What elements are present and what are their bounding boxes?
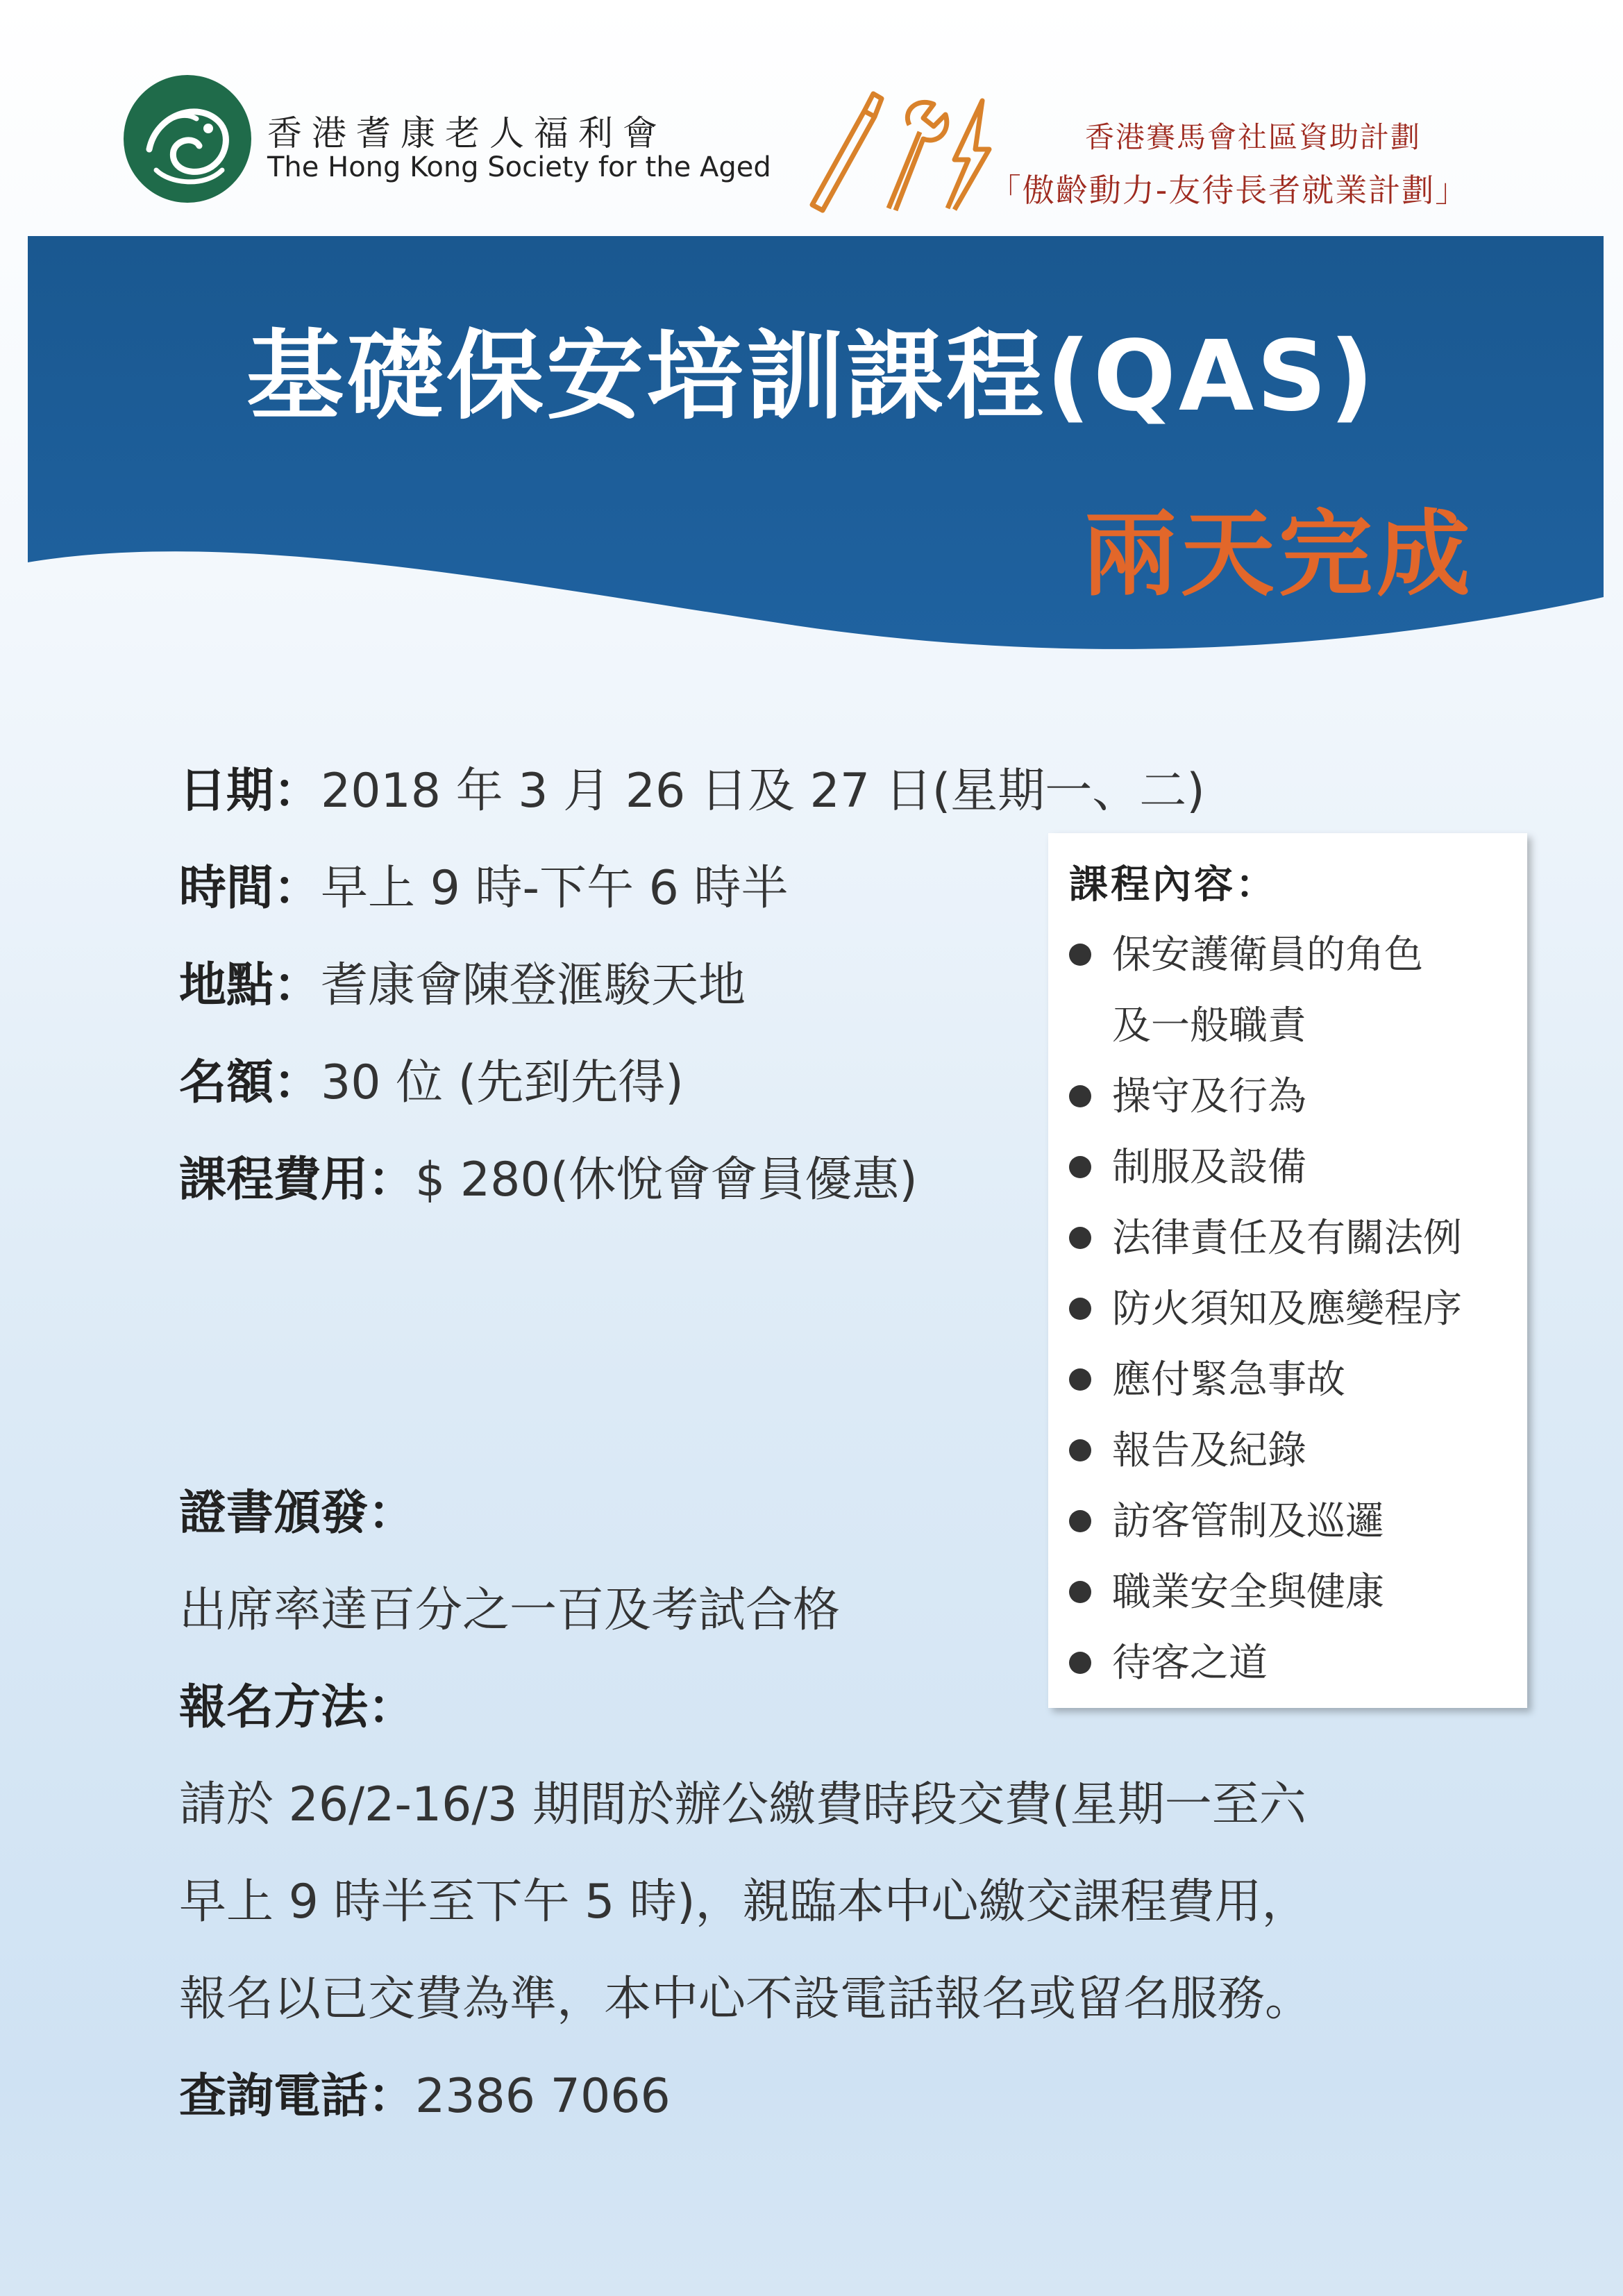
list-item: 應付緊急事故 bbox=[1069, 1345, 1520, 1416]
time-row bbox=[179, 850, 789, 918]
org-name-english: The Hong Kong Society for the Aged bbox=[267, 151, 771, 183]
list-item: 保安護衛員的角色 bbox=[1069, 920, 1520, 991]
course-content-list bbox=[1069, 920, 1520, 1699]
fee-row bbox=[179, 1142, 918, 1209]
enquiry-row bbox=[179, 2059, 671, 2126]
bullet-icon bbox=[1069, 1581, 1091, 1603]
bullet-icon bbox=[1069, 1439, 1091, 1461]
enquiry-label: 查詢電話： bbox=[179, 2069, 416, 2124]
date-label: 日期： bbox=[179, 764, 321, 819]
registration-line-2: 早上 9 時半至下午 5 時)，親臨本中心繳交課程費用， bbox=[179, 1875, 1309, 1929]
list-item: 制服及設備 bbox=[1069, 1132, 1520, 1203]
bullet-icon bbox=[1069, 1652, 1091, 1674]
course-duration: 兩天完成 bbox=[1083, 500, 1474, 609]
bullet-icon bbox=[1069, 1156, 1091, 1178]
date-row bbox=[179, 753, 1205, 821]
time-value: 早上 9 時-下午 6 時半 bbox=[321, 861, 789, 916]
bullet-icon bbox=[1069, 1510, 1091, 1532]
header bbox=[0, 0, 1623, 229]
quota-label: 名額： bbox=[179, 1055, 321, 1110]
bullet-icon bbox=[1069, 944, 1091, 966]
date-value: 2018 年 3 月 26 日及 27 日(星期一、二) bbox=[321, 764, 1205, 819]
list-item: 職業安全與健康 bbox=[1069, 1557, 1520, 1628]
course-title: 基礎保安培訓課程(QAS) bbox=[246, 320, 1377, 433]
certificate-text: 出席率達百分之一百及考試合格 bbox=[179, 1583, 841, 1638]
venue-value: 耆康會陳登滙駿天地 bbox=[321, 958, 746, 1013]
bullet-icon bbox=[1069, 1085, 1091, 1107]
list-item: 待客之道 bbox=[1069, 1628, 1520, 1699]
org-name-chinese: 香港耆康老人福利會 bbox=[267, 113, 667, 153]
venue-label: 地點： bbox=[179, 958, 321, 1013]
list-item: 及一般職責 bbox=[1112, 1003, 1306, 1048]
bullet-icon bbox=[1069, 1227, 1091, 1249]
time-label: 時間： bbox=[179, 861, 321, 916]
list-item: 防火須知及應變程序 bbox=[1069, 1274, 1520, 1345]
list-item: 法律責任及有關法例 bbox=[1069, 1203, 1520, 1274]
fee-label: 課程費用： bbox=[179, 1153, 416, 1207]
quota-value: 30 位 (先到先得) bbox=[321, 1055, 684, 1110]
certificate-heading: 證書頒發： bbox=[179, 1486, 416, 1541]
enquiry-phone: 2386 7066 bbox=[415, 2069, 671, 2124]
quota-row bbox=[179, 1045, 684, 1112]
list-item: 訪客管制及巡邏 bbox=[1069, 1486, 1520, 1557]
society-logo-icon bbox=[121, 73, 253, 205]
registration-line-3: 報名以已交費為準，本中心不設電話報名或留名服務。 bbox=[179, 1972, 1313, 2027]
list-item: 報告及紀錄 bbox=[1069, 1416, 1520, 1486]
fund-title: 香港賽馬會社區資助計劃 bbox=[1084, 120, 1421, 154]
registration-line-1: 請於 26/2-16/3 期間於辦公繳費時段交費(星期一至六 bbox=[179, 1777, 1306, 1832]
course-content-box bbox=[1048, 833, 1527, 1708]
venue-row bbox=[179, 948, 746, 1015]
course-content-heading: 課程內容： bbox=[1069, 862, 1277, 907]
list-item: 操守及行為 bbox=[1069, 1062, 1520, 1132]
registration-heading: 報名方法： bbox=[179, 1680, 416, 1735]
fee-value: $ 280(休悅會會員優惠) bbox=[415, 1153, 918, 1207]
fund-subtitle: 「傲齡動力-友待長者就業計劃」 bbox=[989, 171, 1469, 209]
bullet-icon bbox=[1069, 1298, 1091, 1320]
bullet-icon bbox=[1069, 1368, 1091, 1391]
